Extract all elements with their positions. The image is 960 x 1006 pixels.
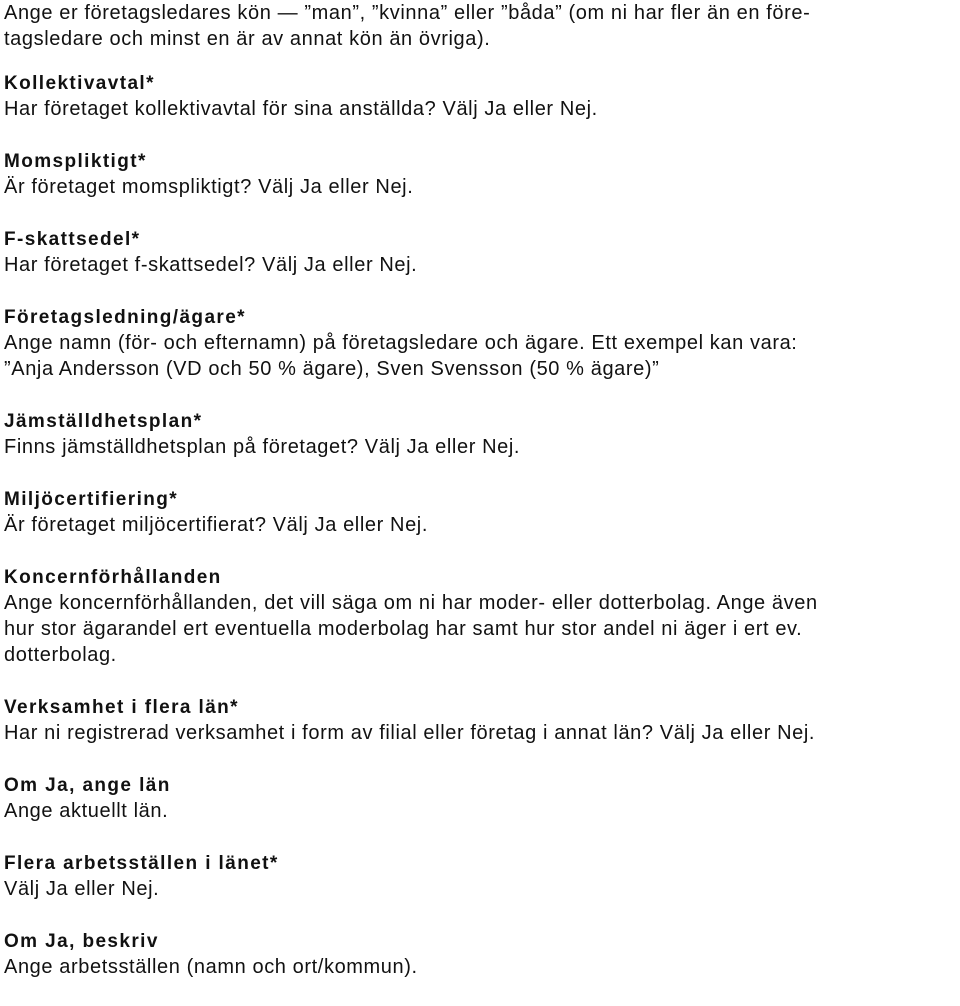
- section-text: Ange arbetsställen (namn och ort/kommun).: [4, 956, 418, 978]
- intro-line: tagsledare och minst en är av annat kön än övriga).: [4, 28, 491, 50]
- section-heading: Verksamhet i flera län*: [4, 697, 239, 718]
- section-text: ”Anja Andersson (VD och 50 % ägare), Sven Svensson (50 % ägare)”: [4, 358, 660, 380]
- section-foretagsledning: [4, 306, 958, 382]
- section-jamstalldhetsplan: [4, 410, 958, 460]
- section-text: Finns jämställdhetsplan på företaget? Välj Ja eller Nej.: [4, 436, 521, 458]
- intro-paragraph: [4, 0, 958, 52]
- section-heading: Momspliktigt*: [4, 151, 147, 172]
- section-heading: Kollektivavtal*: [4, 73, 155, 94]
- section-om-ja-ange-lan: [4, 774, 958, 824]
- section-heading: Jämställdhetsplan*: [4, 411, 203, 432]
- section-miljocertifiering: [4, 488, 958, 538]
- section-heading: F-skattsedel*: [4, 229, 141, 250]
- section-text: hur stor ägarandel ert eventuella moderbolag har samt hur stor andel ni äger i ert ev.: [4, 618, 803, 640]
- section-heading: Företagsledning/ägare*: [4, 307, 246, 328]
- section-text: dotterbolag.: [4, 644, 117, 666]
- section-text: Har företaget f-skattsedel? Välj Ja eller Nej.: [4, 254, 418, 276]
- section-text: Är företaget momspliktigt? Välj Ja eller Nej.: [4, 176, 414, 198]
- section-flera-arbetsstallen: [4, 852, 958, 902]
- section-heading: Miljöcertifiering*: [4, 489, 179, 510]
- document-page: [4, 0, 958, 980]
- section-text: Har företaget kollektivavtal för sina anställda? Välj Ja eller Nej.: [4, 98, 598, 120]
- section-text: Ange aktuellt län.: [4, 800, 169, 822]
- section-f-skattsedel: [4, 228, 958, 278]
- section-verksamhet-flera-lan: [4, 696, 958, 746]
- section-text: Ange koncernförhållanden, det vill säga om ni har moder- eller dotterbolag. Ange även: [4, 592, 818, 614]
- section-om-ja-beskriv: [4, 930, 958, 980]
- section-heading: Om Ja, ange län: [4, 775, 171, 796]
- section-momspliktigt: [4, 150, 958, 200]
- section-heading: Flera arbetsställen i länet*: [4, 853, 279, 874]
- intro-line: Ange er företagsledares kön — ”man”, ”kvinna” eller ”båda” (om ni har fler än en före-: [4, 2, 811, 24]
- section-heading: Koncernförhållanden: [4, 567, 222, 588]
- section-text: Är företaget miljöcertifierat? Välj Ja eller Nej.: [4, 514, 428, 536]
- section-text: Ange namn (för- och efternamn) på företagsledare och ägare. Ett exempel kan vara:: [4, 332, 798, 354]
- section-kollektivavtal: [4, 72, 958, 122]
- section-heading: Om Ja, beskriv: [4, 931, 159, 952]
- section-koncernforhallanden: [4, 566, 958, 668]
- section-text: Välj Ja eller Nej.: [4, 878, 160, 900]
- section-text: Har ni registrerad verksamhet i form av filial eller företag i annat län? Välj Ja eller Nej.: [4, 722, 816, 744]
